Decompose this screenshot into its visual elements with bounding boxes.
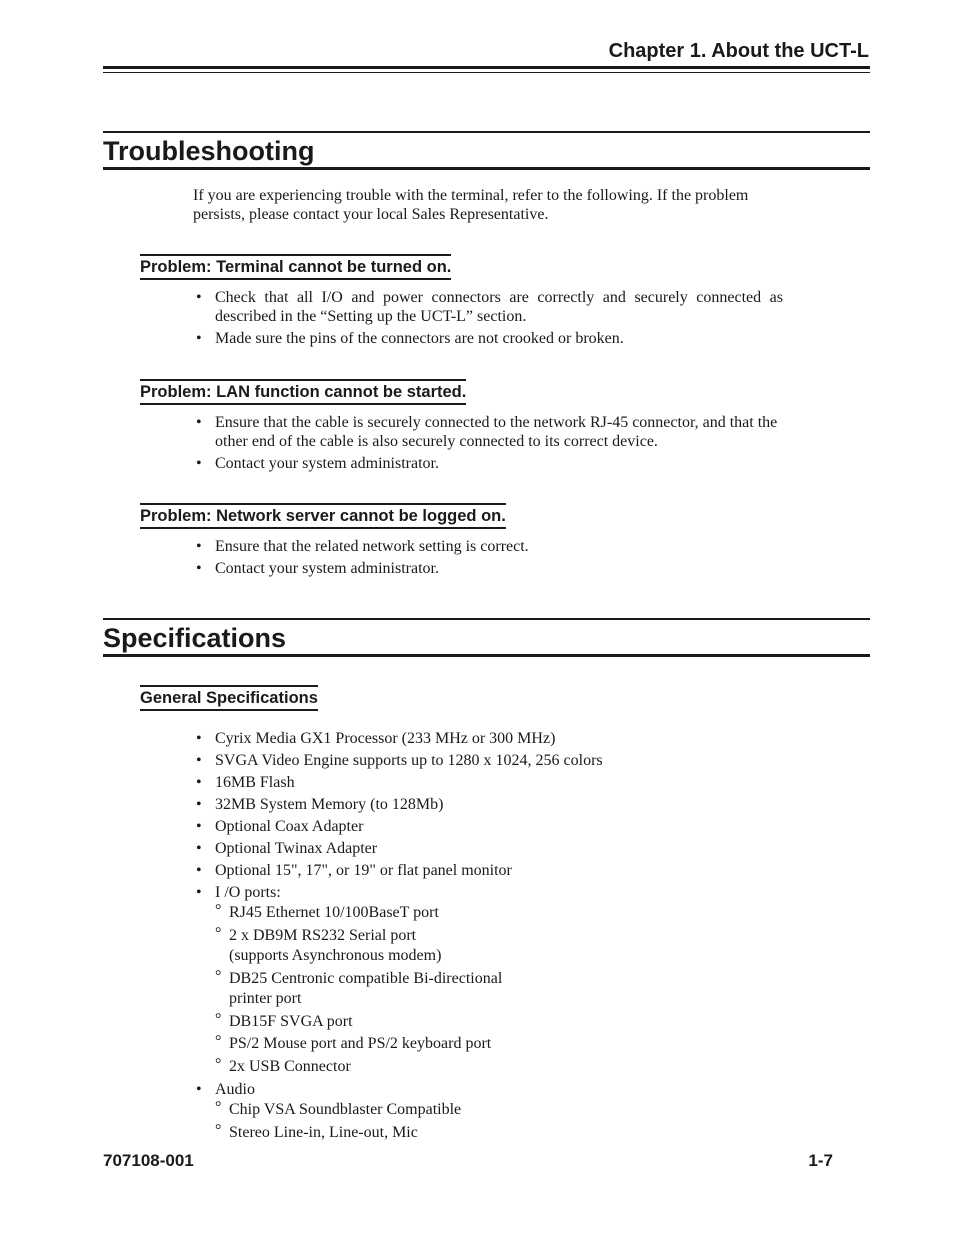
- problem-list-network-server: [193, 537, 783, 581]
- page-number: 1-7: [808, 1151, 833, 1170]
- io-ports-sublist: [215, 903, 783, 1077]
- list-item: • Made sure the pins of the connectors are not crooked or broken.: [193, 329, 783, 348]
- document-number: 707108-001: [103, 1151, 194, 1170]
- sublist-item: ° Stereo Line-in, Line-out, Mic: [215, 1123, 783, 1144]
- list-item: • Contact your system administrator.: [193, 559, 783, 578]
- header-rule: [103, 66, 870, 73]
- list-item: • Contact your system administrator.: [193, 454, 783, 473]
- troubleshooting-heading: Troubleshooting: [103, 131, 870, 170]
- list-item-io-ports: • I /O ports: ° RJ45 Ethernet 10/100BaseT port ° 2 x DB9M RS232 Serial port (supports Asynchronous modem) ° DB25 Centronic compatible Bi-directional printer port ° DB15F SVGA port ° PS/2 Mouse port and PS/2 keyboard port ° 2x USB Connector: [193, 883, 783, 1077]
- specifications-heading: Specifications: [103, 618, 870, 657]
- list-item: • Ensure that the related network setting is correct.: [193, 537, 783, 556]
- problem-heading-lan: Problem: LAN function cannot be started.: [140, 379, 466, 405]
- sublist-item: ° DB25 Centronic compatible Bi-directional printer port: [215, 969, 783, 1010]
- list-item: • SVGA Video Engine supports up to 1280 x 1024, 256 colors: [193, 751, 783, 770]
- problem-list-lan: [193, 413, 783, 476]
- problem-heading-power: Problem: Terminal cannot be turned on.: [140, 254, 451, 280]
- problem-heading-network-server: Problem: Network server cannot be logged on.: [140, 503, 506, 529]
- sublist-item: ° 2x USB Connector: [215, 1057, 783, 1078]
- list-item: • Optional 15", 17", or 19" or flat panel monitor: [193, 861, 783, 880]
- audio-sublist: [215, 1100, 783, 1143]
- chapter-title: Chapter 1. About the UCT-L: [608, 40, 869, 62]
- spec-list: [193, 729, 783, 1146]
- sublist-item: ° Chip VSA Soundblaster Compatible: [215, 1100, 783, 1121]
- sublist-item: ° RJ45 Ethernet 10/100BaseT port: [215, 903, 783, 924]
- list-item: • Optional Coax Adapter: [193, 817, 783, 836]
- list-item: • Ensure that the cable is securely connected to the network RJ-45 connector, and that the other end of the cable is also securely connected to its correct device.: [193, 413, 783, 451]
- troubleshooting-intro: If you are experiencing trouble with the terminal, refer to the following. If the problem persists, please contact your local Sales Representative.: [193, 187, 749, 223]
- list-item-audio: • Audio ° Chip VSA Soundblaster Compatible ° Stereo Line-in, Line-out, Mic: [193, 1080, 783, 1143]
- sublist-item: ° 2 x DB9M RS232 Serial port (supports Asynchronous modem): [215, 926, 783, 967]
- list-item: • Optional Twinax Adapter: [193, 839, 783, 858]
- list-item: • 32MB System Memory (to 128Mb): [193, 795, 783, 814]
- list-item: • Cyrix Media GX1 Processor (233 MHz or 300 MHz): [193, 729, 783, 748]
- list-item: • 16MB Flash: [193, 773, 783, 792]
- sublist-item: ° PS/2 Mouse port and PS/2 keyboard port: [215, 1034, 783, 1055]
- problem-list-power: [193, 288, 783, 351]
- general-specifications-heading: General Specifications: [140, 685, 318, 711]
- sublist-item: ° DB15F SVGA port: [215, 1012, 783, 1033]
- list-item: • Check that all I/O and power connectors are correctly and securely connected as described in the “Setting up the UCT-L” section.: [193, 288, 783, 326]
